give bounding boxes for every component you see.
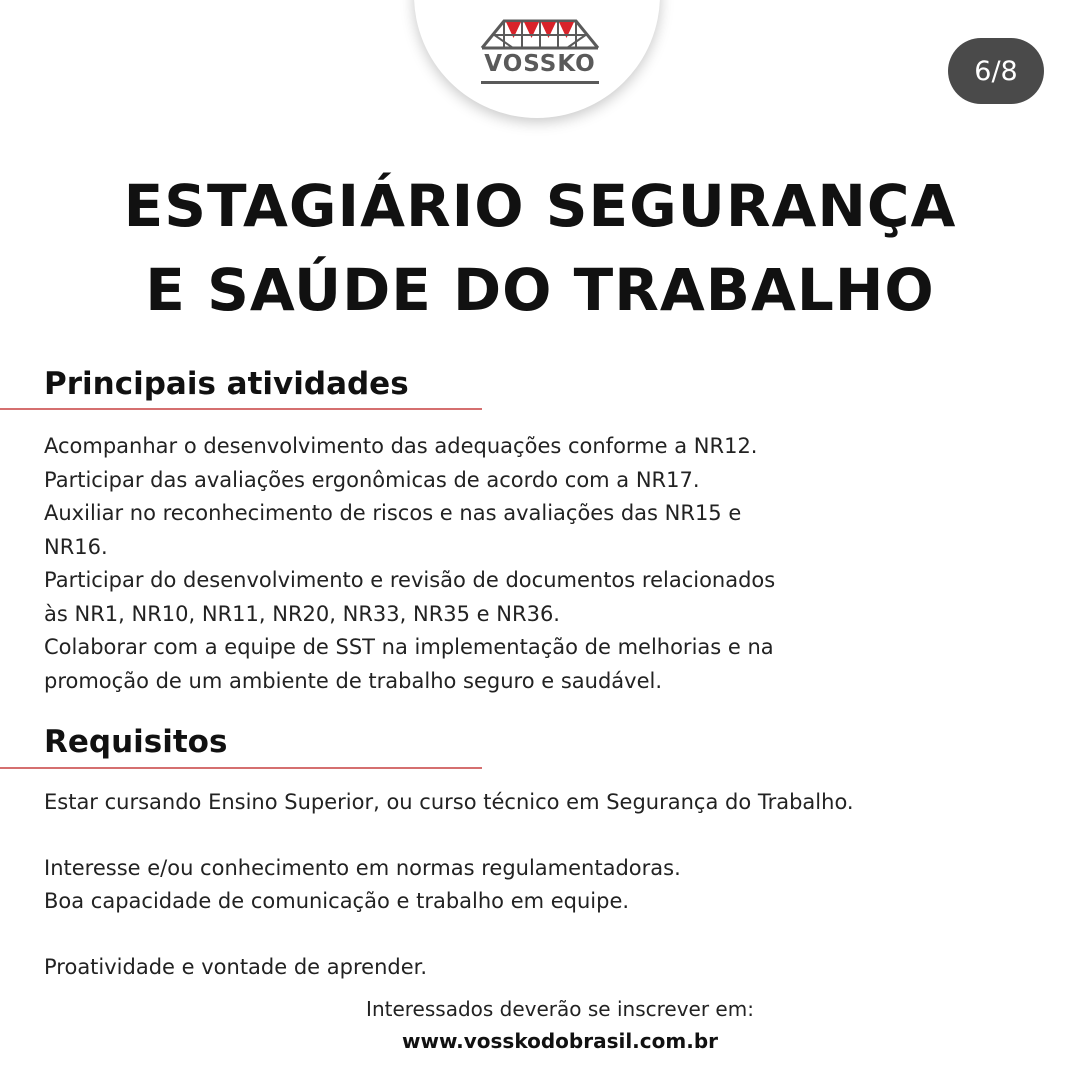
activity-line: NR16. xyxy=(44,534,108,559)
activities-heading: Principais atividades xyxy=(44,366,409,402)
footer xyxy=(0,994,1080,1058)
footer-url-link[interactable]: www.vosskodobrasil.com.br xyxy=(402,1029,718,1053)
requirement-item: Interesse e/ou conhecimento em normas regulamentadoras. xyxy=(44,855,681,880)
requirement-item: Proatividade e vontade de aprender. xyxy=(44,954,428,979)
activity-line: às NR1, NR10, NR11, NR20, NR33, NR35 e NR36. xyxy=(44,601,560,626)
activity-line: Acompanhar o desenvolvimento das adequações conforme a NR12. xyxy=(44,434,758,458)
page-indicator-badge: 6/8 xyxy=(948,38,1044,104)
activity-line: promoção de um ambiente de trabalho seguro e saudável. xyxy=(44,668,663,693)
activity-line: Participar das avaliações ergonômicas de acordo com a NR17. xyxy=(44,467,700,492)
requirements-heading-rule xyxy=(0,767,482,769)
title-line-1: ESTAGIÁRIO SEGURANÇA xyxy=(123,172,957,240)
requirement-item: Boa capacidade de comunicação e trabalho em equipe. xyxy=(44,889,630,913)
brand-name: VOSSKO xyxy=(484,51,596,77)
page-title xyxy=(0,164,1080,332)
requirements-list xyxy=(44,786,1044,984)
requirements-heading: Requisitos xyxy=(44,724,228,760)
activity-line: Colaborar com a equipe de SST na implementação de melhorias e na xyxy=(44,635,774,659)
activity-line: Participar do desenvolvimento e revisão de documentos relacionados xyxy=(44,568,776,592)
activity-line: Auxiliar no reconhecimento de riscos e nas avaliações das NR15 e xyxy=(44,501,742,525)
brand-logo xyxy=(478,18,602,86)
title-line-2: E SAÚDE DO TRABALHO xyxy=(145,256,935,324)
brand-underline xyxy=(481,81,599,84)
footer-cta: Interessados deverão se inscrever em: xyxy=(366,997,754,1021)
activities-heading-rule xyxy=(0,408,482,410)
vossko-roof-truss-icon xyxy=(478,18,602,50)
activities-list xyxy=(44,430,1044,698)
requirement-item: Estar cursando Ensino Superior, ou curso técnico em Segurança do Trabalho. xyxy=(44,790,854,814)
